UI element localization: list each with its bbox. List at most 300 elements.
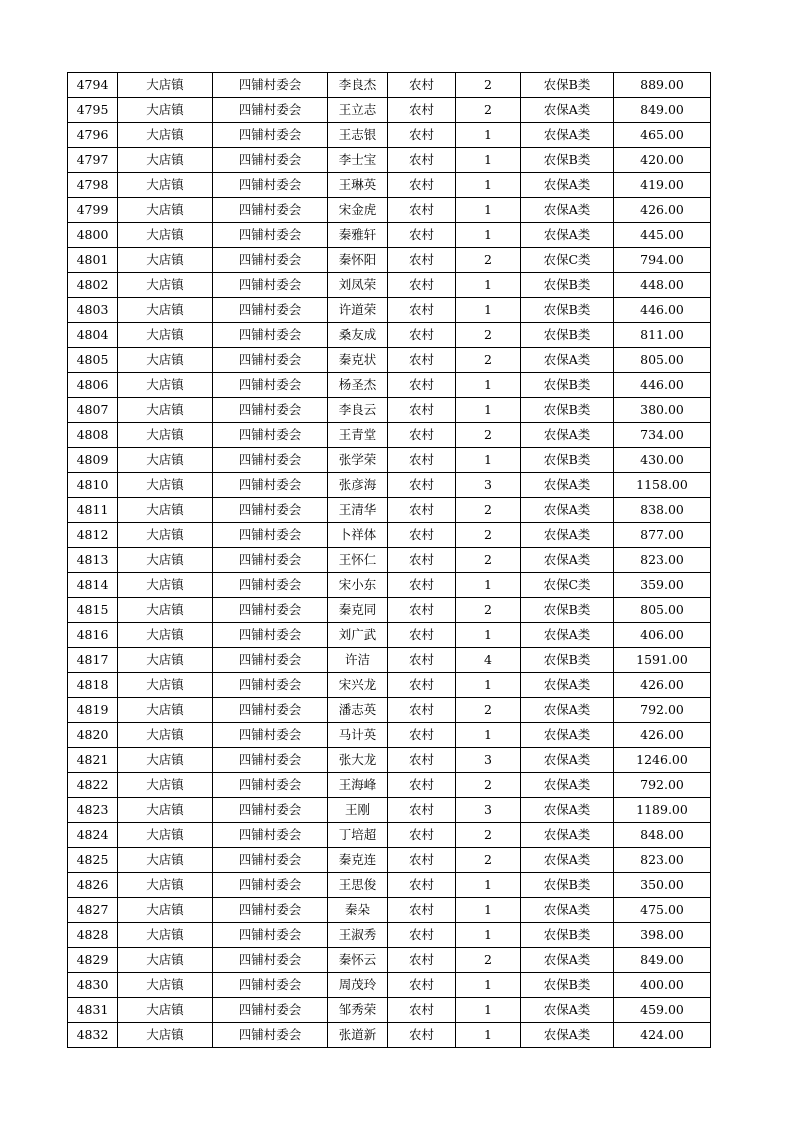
amount-cell: 811.00 [614, 323, 711, 348]
person-name-cell: 王立志 [328, 98, 388, 123]
record-id-cell: 4826 [68, 873, 118, 898]
town-cell: 大店镇 [118, 723, 213, 748]
area-type-cell: 农村 [388, 698, 456, 723]
record-id-cell: 4825 [68, 848, 118, 873]
area-type-cell: 农村 [388, 923, 456, 948]
record-id-cell: 4828 [68, 923, 118, 948]
record-id-cell: 4824 [68, 823, 118, 848]
town-cell: 大店镇 [118, 673, 213, 698]
table-row [68, 223, 711, 248]
area-type-cell: 农村 [388, 198, 456, 223]
town-cell: 大店镇 [118, 148, 213, 173]
amount-cell: 426.00 [614, 198, 711, 223]
record-id-cell: 4808 [68, 423, 118, 448]
person-name-cell: 周茂玲 [328, 973, 388, 998]
records-body [68, 73, 711, 1048]
record-id-cell: 4829 [68, 948, 118, 973]
amount-cell: 848.00 [614, 823, 711, 848]
person-name-cell: 宋金虎 [328, 198, 388, 223]
record-id-cell: 4810 [68, 473, 118, 498]
town-cell: 大店镇 [118, 298, 213, 323]
area-type-cell: 农村 [388, 298, 456, 323]
area-type-cell: 农村 [388, 323, 456, 348]
amount-cell: 1158.00 [614, 473, 711, 498]
insurance-category-cell: 农保A类 [521, 773, 614, 798]
table-row [68, 823, 711, 848]
table-row [68, 573, 711, 598]
table-row [68, 623, 711, 648]
village-committee-cell: 四铺村委会 [213, 748, 328, 773]
household-count-cell: 1 [456, 198, 521, 223]
village-committee-cell: 四铺村委会 [213, 723, 328, 748]
town-cell: 大店镇 [118, 998, 213, 1023]
amount-cell: 805.00 [614, 348, 711, 373]
town-cell: 大店镇 [118, 848, 213, 873]
insurance-category-cell: 农保B类 [521, 873, 614, 898]
record-id-cell: 4799 [68, 198, 118, 223]
insurance-category-cell: 农保A类 [521, 348, 614, 373]
household-count-cell: 1 [456, 173, 521, 198]
village-committee-cell: 四铺村委会 [213, 523, 328, 548]
record-id-cell: 4820 [68, 723, 118, 748]
insurance-category-cell: 农保A类 [521, 723, 614, 748]
household-count-cell: 2 [456, 73, 521, 98]
amount-cell: 792.00 [614, 698, 711, 723]
household-count-cell: 4 [456, 648, 521, 673]
area-type-cell: 农村 [388, 898, 456, 923]
amount-cell: 1591.00 [614, 648, 711, 673]
table-row [68, 748, 711, 773]
town-cell: 大店镇 [118, 248, 213, 273]
household-count-cell: 1 [456, 923, 521, 948]
household-count-cell: 2 [456, 498, 521, 523]
amount-cell: 849.00 [614, 948, 711, 973]
amount-cell: 400.00 [614, 973, 711, 998]
insurance-category-cell: 农保A类 [521, 98, 614, 123]
village-committee-cell: 四铺村委会 [213, 448, 328, 473]
area-type-cell: 农村 [388, 548, 456, 573]
person-name-cell: 刘广武 [328, 623, 388, 648]
village-committee-cell: 四铺村委会 [213, 248, 328, 273]
person-name-cell: 王淑秀 [328, 923, 388, 948]
village-committee-cell: 四铺村委会 [213, 473, 328, 498]
area-type-cell: 农村 [388, 473, 456, 498]
insurance-category-cell: 农保A类 [521, 473, 614, 498]
household-count-cell: 2 [456, 773, 521, 798]
person-name-cell: 王清华 [328, 498, 388, 523]
record-id-cell: 4818 [68, 673, 118, 698]
record-id-cell: 4814 [68, 573, 118, 598]
table-row [68, 648, 711, 673]
insurance-category-cell: 农保B类 [521, 73, 614, 98]
amount-cell: 823.00 [614, 548, 711, 573]
area-type-cell: 农村 [388, 448, 456, 473]
village-committee-cell: 四铺村委会 [213, 948, 328, 973]
person-name-cell: 李良杰 [328, 73, 388, 98]
town-cell: 大店镇 [118, 498, 213, 523]
record-id-cell: 4813 [68, 548, 118, 573]
amount-cell: 445.00 [614, 223, 711, 248]
village-committee-cell: 四铺村委会 [213, 973, 328, 998]
town-cell: 大店镇 [118, 323, 213, 348]
table-row [68, 373, 711, 398]
amount-cell: 465.00 [614, 123, 711, 148]
household-count-cell: 2 [456, 248, 521, 273]
insurance-category-cell: 农保A类 [521, 948, 614, 973]
town-cell: 大店镇 [118, 873, 213, 898]
amount-cell: 426.00 [614, 723, 711, 748]
table-row [68, 698, 711, 723]
person-name-cell: 王思俊 [328, 873, 388, 898]
household-count-cell: 2 [456, 98, 521, 123]
record-id-cell: 4805 [68, 348, 118, 373]
record-id-cell: 4806 [68, 373, 118, 398]
area-type-cell: 农村 [388, 373, 456, 398]
town-cell: 大店镇 [118, 198, 213, 223]
table-row [68, 348, 711, 373]
area-type-cell: 农村 [388, 798, 456, 823]
village-committee-cell: 四铺村委会 [213, 423, 328, 448]
insurance-category-cell: 农保B类 [521, 273, 614, 298]
town-cell: 大店镇 [118, 898, 213, 923]
amount-cell: 380.00 [614, 398, 711, 423]
person-name-cell: 李士宝 [328, 148, 388, 173]
town-cell: 大店镇 [118, 698, 213, 723]
town-cell: 大店镇 [118, 398, 213, 423]
amount-cell: 475.00 [614, 898, 711, 923]
record-id-cell: 4812 [68, 523, 118, 548]
town-cell: 大店镇 [118, 623, 213, 648]
amount-cell: 350.00 [614, 873, 711, 898]
person-name-cell: 卜祥体 [328, 523, 388, 548]
household-count-cell: 1 [456, 723, 521, 748]
area-type-cell: 农村 [388, 248, 456, 273]
household-count-cell: 1 [456, 373, 521, 398]
record-id-cell: 4801 [68, 248, 118, 273]
area-type-cell: 农村 [388, 398, 456, 423]
area-type-cell: 农村 [388, 523, 456, 548]
record-id-cell: 4815 [68, 598, 118, 623]
person-name-cell: 王青堂 [328, 423, 388, 448]
record-id-cell: 4809 [68, 448, 118, 473]
table-row [68, 598, 711, 623]
town-cell: 大店镇 [118, 348, 213, 373]
household-count-cell: 2 [456, 348, 521, 373]
table-row [68, 923, 711, 948]
insurance-category-cell: 农保A类 [521, 898, 614, 923]
amount-cell: 838.00 [614, 498, 711, 523]
person-name-cell: 秦克状 [328, 348, 388, 373]
person-name-cell: 张彦海 [328, 473, 388, 498]
village-committee-cell: 四铺村委会 [213, 373, 328, 398]
village-committee-cell: 四铺村委会 [213, 923, 328, 948]
area-type-cell: 农村 [388, 573, 456, 598]
amount-cell: 1246.00 [614, 748, 711, 773]
person-name-cell: 秦怀云 [328, 948, 388, 973]
area-type-cell: 农村 [388, 998, 456, 1023]
area-type-cell: 农村 [388, 823, 456, 848]
table-row [68, 248, 711, 273]
household-count-cell: 1 [456, 448, 521, 473]
person-name-cell: 许洁 [328, 648, 388, 673]
village-committee-cell: 四铺村委会 [213, 848, 328, 873]
town-cell: 大店镇 [118, 823, 213, 848]
area-type-cell: 农村 [388, 648, 456, 673]
record-id-cell: 4816 [68, 623, 118, 648]
table-row [68, 773, 711, 798]
insurance-category-cell: 农保B类 [521, 398, 614, 423]
village-committee-cell: 四铺村委会 [213, 1023, 328, 1048]
record-id-cell: 4807 [68, 398, 118, 423]
record-id-cell: 4800 [68, 223, 118, 248]
table-row [68, 298, 711, 323]
table-row [68, 398, 711, 423]
person-name-cell: 秦克连 [328, 848, 388, 873]
household-count-cell: 2 [456, 523, 521, 548]
amount-cell: 734.00 [614, 423, 711, 448]
town-cell: 大店镇 [118, 973, 213, 998]
record-id-cell: 4795 [68, 98, 118, 123]
table-row [68, 498, 711, 523]
table-row [68, 273, 711, 298]
household-count-cell: 2 [456, 948, 521, 973]
household-count-cell: 1 [456, 673, 521, 698]
area-type-cell: 农村 [388, 598, 456, 623]
household-count-cell: 3 [456, 798, 521, 823]
insurance-category-cell: 农保A类 [521, 673, 614, 698]
insurance-category-cell: 农保A类 [521, 123, 614, 148]
table-row [68, 323, 711, 348]
person-name-cell: 宋小东 [328, 573, 388, 598]
area-type-cell: 农村 [388, 948, 456, 973]
area-type-cell: 农村 [388, 423, 456, 448]
table-row [68, 523, 711, 548]
amount-cell: 426.00 [614, 673, 711, 698]
village-committee-cell: 四铺村委会 [213, 398, 328, 423]
table-row [68, 148, 711, 173]
town-cell: 大店镇 [118, 1023, 213, 1048]
village-committee-cell: 四铺村委会 [213, 548, 328, 573]
household-count-cell: 1 [456, 898, 521, 923]
town-cell: 大店镇 [118, 423, 213, 448]
household-count-cell: 1 [456, 973, 521, 998]
village-committee-cell: 四铺村委会 [213, 273, 328, 298]
insurance-category-cell: 农保A类 [521, 523, 614, 548]
amount-cell: 398.00 [614, 923, 711, 948]
household-count-cell: 1 [456, 298, 521, 323]
person-name-cell: 秦朵 [328, 898, 388, 923]
record-id-cell: 4817 [68, 648, 118, 673]
person-name-cell: 王怀仁 [328, 548, 388, 573]
table-row [68, 173, 711, 198]
area-type-cell: 农村 [388, 148, 456, 173]
insurance-category-cell: 农保C类 [521, 248, 614, 273]
household-count-cell: 2 [456, 698, 521, 723]
area-type-cell: 农村 [388, 673, 456, 698]
insurance-category-cell: 农保A类 [521, 848, 614, 873]
town-cell: 大店镇 [118, 523, 213, 548]
record-id-cell: 4811 [68, 498, 118, 523]
village-committee-cell: 四铺村委会 [213, 498, 328, 523]
town-cell: 大店镇 [118, 273, 213, 298]
insurance-category-cell: 农保B类 [521, 448, 614, 473]
village-committee-cell: 四铺村委会 [213, 673, 328, 698]
amount-cell: 446.00 [614, 373, 711, 398]
insurance-category-cell: 农保B类 [521, 598, 614, 623]
insurance-category-cell: 农保B类 [521, 373, 614, 398]
table-row [68, 548, 711, 573]
village-committee-cell: 四铺村委会 [213, 648, 328, 673]
household-count-cell: 1 [456, 623, 521, 648]
person-name-cell: 许道荣 [328, 298, 388, 323]
town-cell: 大店镇 [118, 73, 213, 98]
person-name-cell: 潘志英 [328, 698, 388, 723]
records-table [67, 72, 711, 1048]
table-row [68, 948, 711, 973]
insurance-category-cell: 农保B类 [521, 648, 614, 673]
village-committee-cell: 四铺村委会 [213, 873, 328, 898]
town-cell: 大店镇 [118, 648, 213, 673]
town-cell: 大店镇 [118, 748, 213, 773]
table-row [68, 1023, 711, 1048]
town-cell: 大店镇 [118, 448, 213, 473]
table-row [68, 448, 711, 473]
record-id-cell: 4827 [68, 898, 118, 923]
area-type-cell: 农村 [388, 748, 456, 773]
record-id-cell: 4819 [68, 698, 118, 723]
household-count-cell: 2 [456, 598, 521, 623]
town-cell: 大店镇 [118, 373, 213, 398]
village-committee-cell: 四铺村委会 [213, 148, 328, 173]
amount-cell: 420.00 [614, 148, 711, 173]
insurance-category-cell: 农保A类 [521, 173, 614, 198]
village-committee-cell: 四铺村委会 [213, 773, 328, 798]
table-row [68, 73, 711, 98]
area-type-cell: 农村 [388, 173, 456, 198]
village-committee-cell: 四铺村委会 [213, 598, 328, 623]
area-type-cell: 农村 [388, 273, 456, 298]
table-row [68, 798, 711, 823]
village-committee-cell: 四铺村委会 [213, 223, 328, 248]
amount-cell: 459.00 [614, 998, 711, 1023]
village-committee-cell: 四铺村委会 [213, 573, 328, 598]
village-committee-cell: 四铺村委会 [213, 898, 328, 923]
town-cell: 大店镇 [118, 223, 213, 248]
insurance-category-cell: 农保A类 [521, 498, 614, 523]
town-cell: 大店镇 [118, 473, 213, 498]
town-cell: 大店镇 [118, 98, 213, 123]
person-name-cell: 张学荣 [328, 448, 388, 473]
table-row [68, 873, 711, 898]
village-committee-cell: 四铺村委会 [213, 98, 328, 123]
insurance-category-cell: 农保A类 [521, 698, 614, 723]
person-name-cell: 马计英 [328, 723, 388, 748]
area-type-cell: 农村 [388, 123, 456, 148]
amount-cell: 446.00 [614, 298, 711, 323]
amount-cell: 823.00 [614, 848, 711, 873]
area-type-cell: 农村 [388, 223, 456, 248]
table-row [68, 473, 711, 498]
insurance-category-cell: 农保B类 [521, 923, 614, 948]
household-count-cell: 3 [456, 748, 521, 773]
table-row [68, 973, 711, 998]
record-id-cell: 4832 [68, 1023, 118, 1048]
record-id-cell: 4802 [68, 273, 118, 298]
person-name-cell: 王刚 [328, 798, 388, 823]
area-type-cell: 农村 [388, 848, 456, 873]
amount-cell: 424.00 [614, 1023, 711, 1048]
insurance-category-cell: 农保A类 [521, 623, 614, 648]
table-row [68, 673, 711, 698]
amount-cell: 792.00 [614, 773, 711, 798]
household-count-cell: 1 [456, 1023, 521, 1048]
amount-cell: 448.00 [614, 273, 711, 298]
person-name-cell: 张道新 [328, 1023, 388, 1048]
area-type-cell: 农村 [388, 1023, 456, 1048]
village-committee-cell: 四铺村委会 [213, 173, 328, 198]
area-type-cell: 农村 [388, 498, 456, 523]
insurance-category-cell: 农保A类 [521, 823, 614, 848]
amount-cell: 889.00 [614, 73, 711, 98]
table-row [68, 998, 711, 1023]
person-name-cell: 丁培超 [328, 823, 388, 848]
person-name-cell: 张大龙 [328, 748, 388, 773]
insurance-category-cell: 农保B类 [521, 148, 614, 173]
village-committee-cell: 四铺村委会 [213, 298, 328, 323]
person-name-cell: 王志银 [328, 123, 388, 148]
area-type-cell: 农村 [388, 98, 456, 123]
area-type-cell: 农村 [388, 973, 456, 998]
record-id-cell: 4821 [68, 748, 118, 773]
town-cell: 大店镇 [118, 173, 213, 198]
household-count-cell: 2 [456, 323, 521, 348]
person-name-cell: 桑友成 [328, 323, 388, 348]
record-id-cell: 4803 [68, 298, 118, 323]
person-name-cell: 王海峰 [328, 773, 388, 798]
village-committee-cell: 四铺村委会 [213, 198, 328, 223]
person-name-cell: 刘凤荣 [328, 273, 388, 298]
household-count-cell: 1 [456, 573, 521, 598]
town-cell: 大店镇 [118, 798, 213, 823]
table-row [68, 198, 711, 223]
person-name-cell: 李良云 [328, 398, 388, 423]
village-committee-cell: 四铺村委会 [213, 623, 328, 648]
record-id-cell: 4804 [68, 323, 118, 348]
household-count-cell: 1 [456, 873, 521, 898]
record-id-cell: 4796 [68, 123, 118, 148]
area-type-cell: 农村 [388, 773, 456, 798]
amount-cell: 430.00 [614, 448, 711, 473]
town-cell: 大店镇 [118, 548, 213, 573]
household-count-cell: 1 [456, 223, 521, 248]
village-committee-cell: 四铺村委会 [213, 698, 328, 723]
amount-cell: 849.00 [614, 98, 711, 123]
insurance-category-cell: 农保B类 [521, 973, 614, 998]
area-type-cell: 农村 [388, 873, 456, 898]
town-cell: 大店镇 [118, 923, 213, 948]
table-row [68, 98, 711, 123]
household-count-cell: 1 [456, 998, 521, 1023]
person-name-cell: 杨圣杰 [328, 373, 388, 398]
household-count-cell: 1 [456, 398, 521, 423]
table-row [68, 423, 711, 448]
person-name-cell: 宋兴龙 [328, 673, 388, 698]
person-name-cell: 秦雅轩 [328, 223, 388, 248]
village-committee-cell: 四铺村委会 [213, 798, 328, 823]
insurance-category-cell: 农保A类 [521, 223, 614, 248]
household-count-cell: 2 [456, 848, 521, 873]
area-type-cell: 农村 [388, 348, 456, 373]
